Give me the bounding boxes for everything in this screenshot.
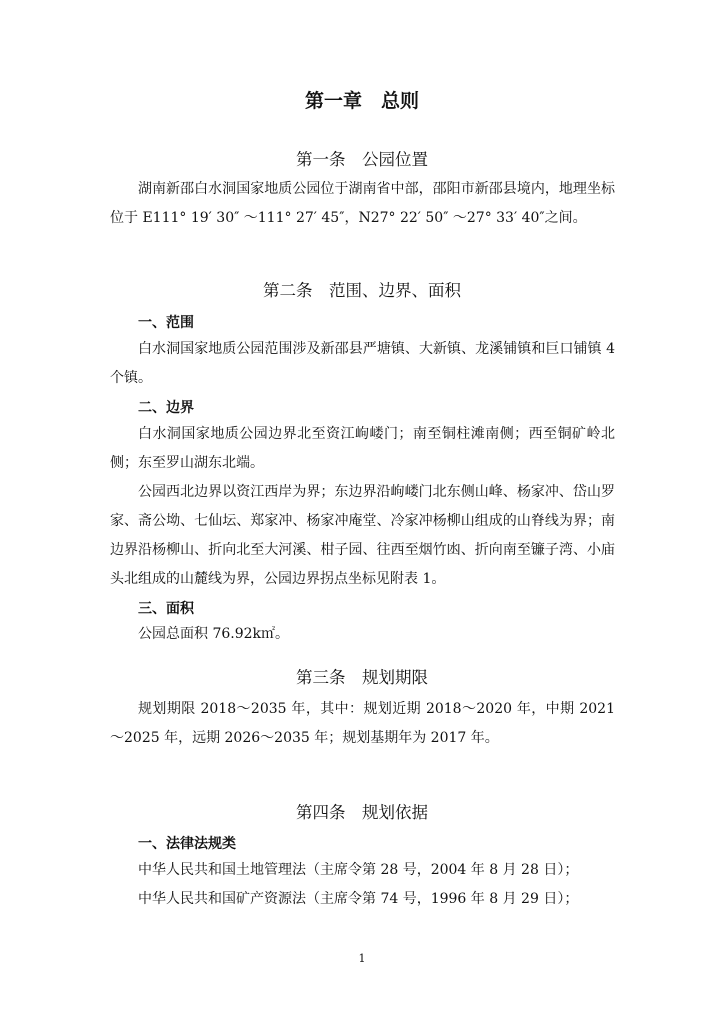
boundary-heading: 二、边界 xyxy=(138,400,194,416)
article-1-text: 湖南新邵白水洞国家地质公园位于湖南省中部，邵阳市新邵县境内，地理坐标位于 E111° 19′ 30″ ～111° 27′ 45″，N27° 22′ 50″ ～27° 33′ 40″之间。 xyxy=(110,181,615,226)
boundary-text-2: 公园西北边界以资江西岸为界；东边界沿岣嵝门北东侧山峰、杨家冲、岱山罗家、斋公坳、七仙坛、郑家冲、杨家冲庵堂、冷家冲杨柳山组成的山脊线为界；南边界沿杨柳山、折向北至大河溪、柑子园、往西至烟竹凼、折向南至镰子湾、小庙头北组成的山麓线为界，公园边界拐点坐标见附表 1。 xyxy=(110,484,615,587)
article-2-title: 第二条 范围、边界、面积 xyxy=(263,281,461,300)
article-1-title: 第一条 公园位置 xyxy=(296,150,428,169)
article-4-title: 第四条 规划依据 xyxy=(296,803,428,822)
area-text: 公园总面积 76.92k㎡。 xyxy=(138,626,290,642)
article-3-text: 规划期限 2018～2035 年，其中：规划近期 2018～2020 年，中期 2021～2025 年，远期 2026～2035 年；规划基期年为 2017 年。 xyxy=(110,701,615,746)
page-number: 1 xyxy=(358,952,366,965)
article-3-title: 第三条 规划期限 xyxy=(296,668,428,687)
scope-heading: 一、范围 xyxy=(138,315,194,331)
law-item-2: 中华人民共和国矿产资源法（主席令第 74 号，1996 年 8 月 29 日）； xyxy=(138,891,579,907)
area-heading: 三、面积 xyxy=(138,601,194,617)
scope-text: 白水洞国家地质公园范围涉及新邵县严塘镇、大新镇、龙溪铺镇和巨口铺镇 4 个镇。 xyxy=(110,341,615,386)
chapter-title: 第一章 总则 xyxy=(304,90,419,112)
boundary-text-1: 白水洞国家地质公园边界北至资江岣嵝门；南至铜柱滩南侧；西至铜矿岭北侧；东至罗山湖东北端。 xyxy=(110,426,615,471)
law-heading: 一、法律法规类 xyxy=(138,836,236,852)
law-item-1: 中华人民共和国土地管理法（主席令第 28 号，2004 年 8 月 28 日）； xyxy=(138,862,579,878)
